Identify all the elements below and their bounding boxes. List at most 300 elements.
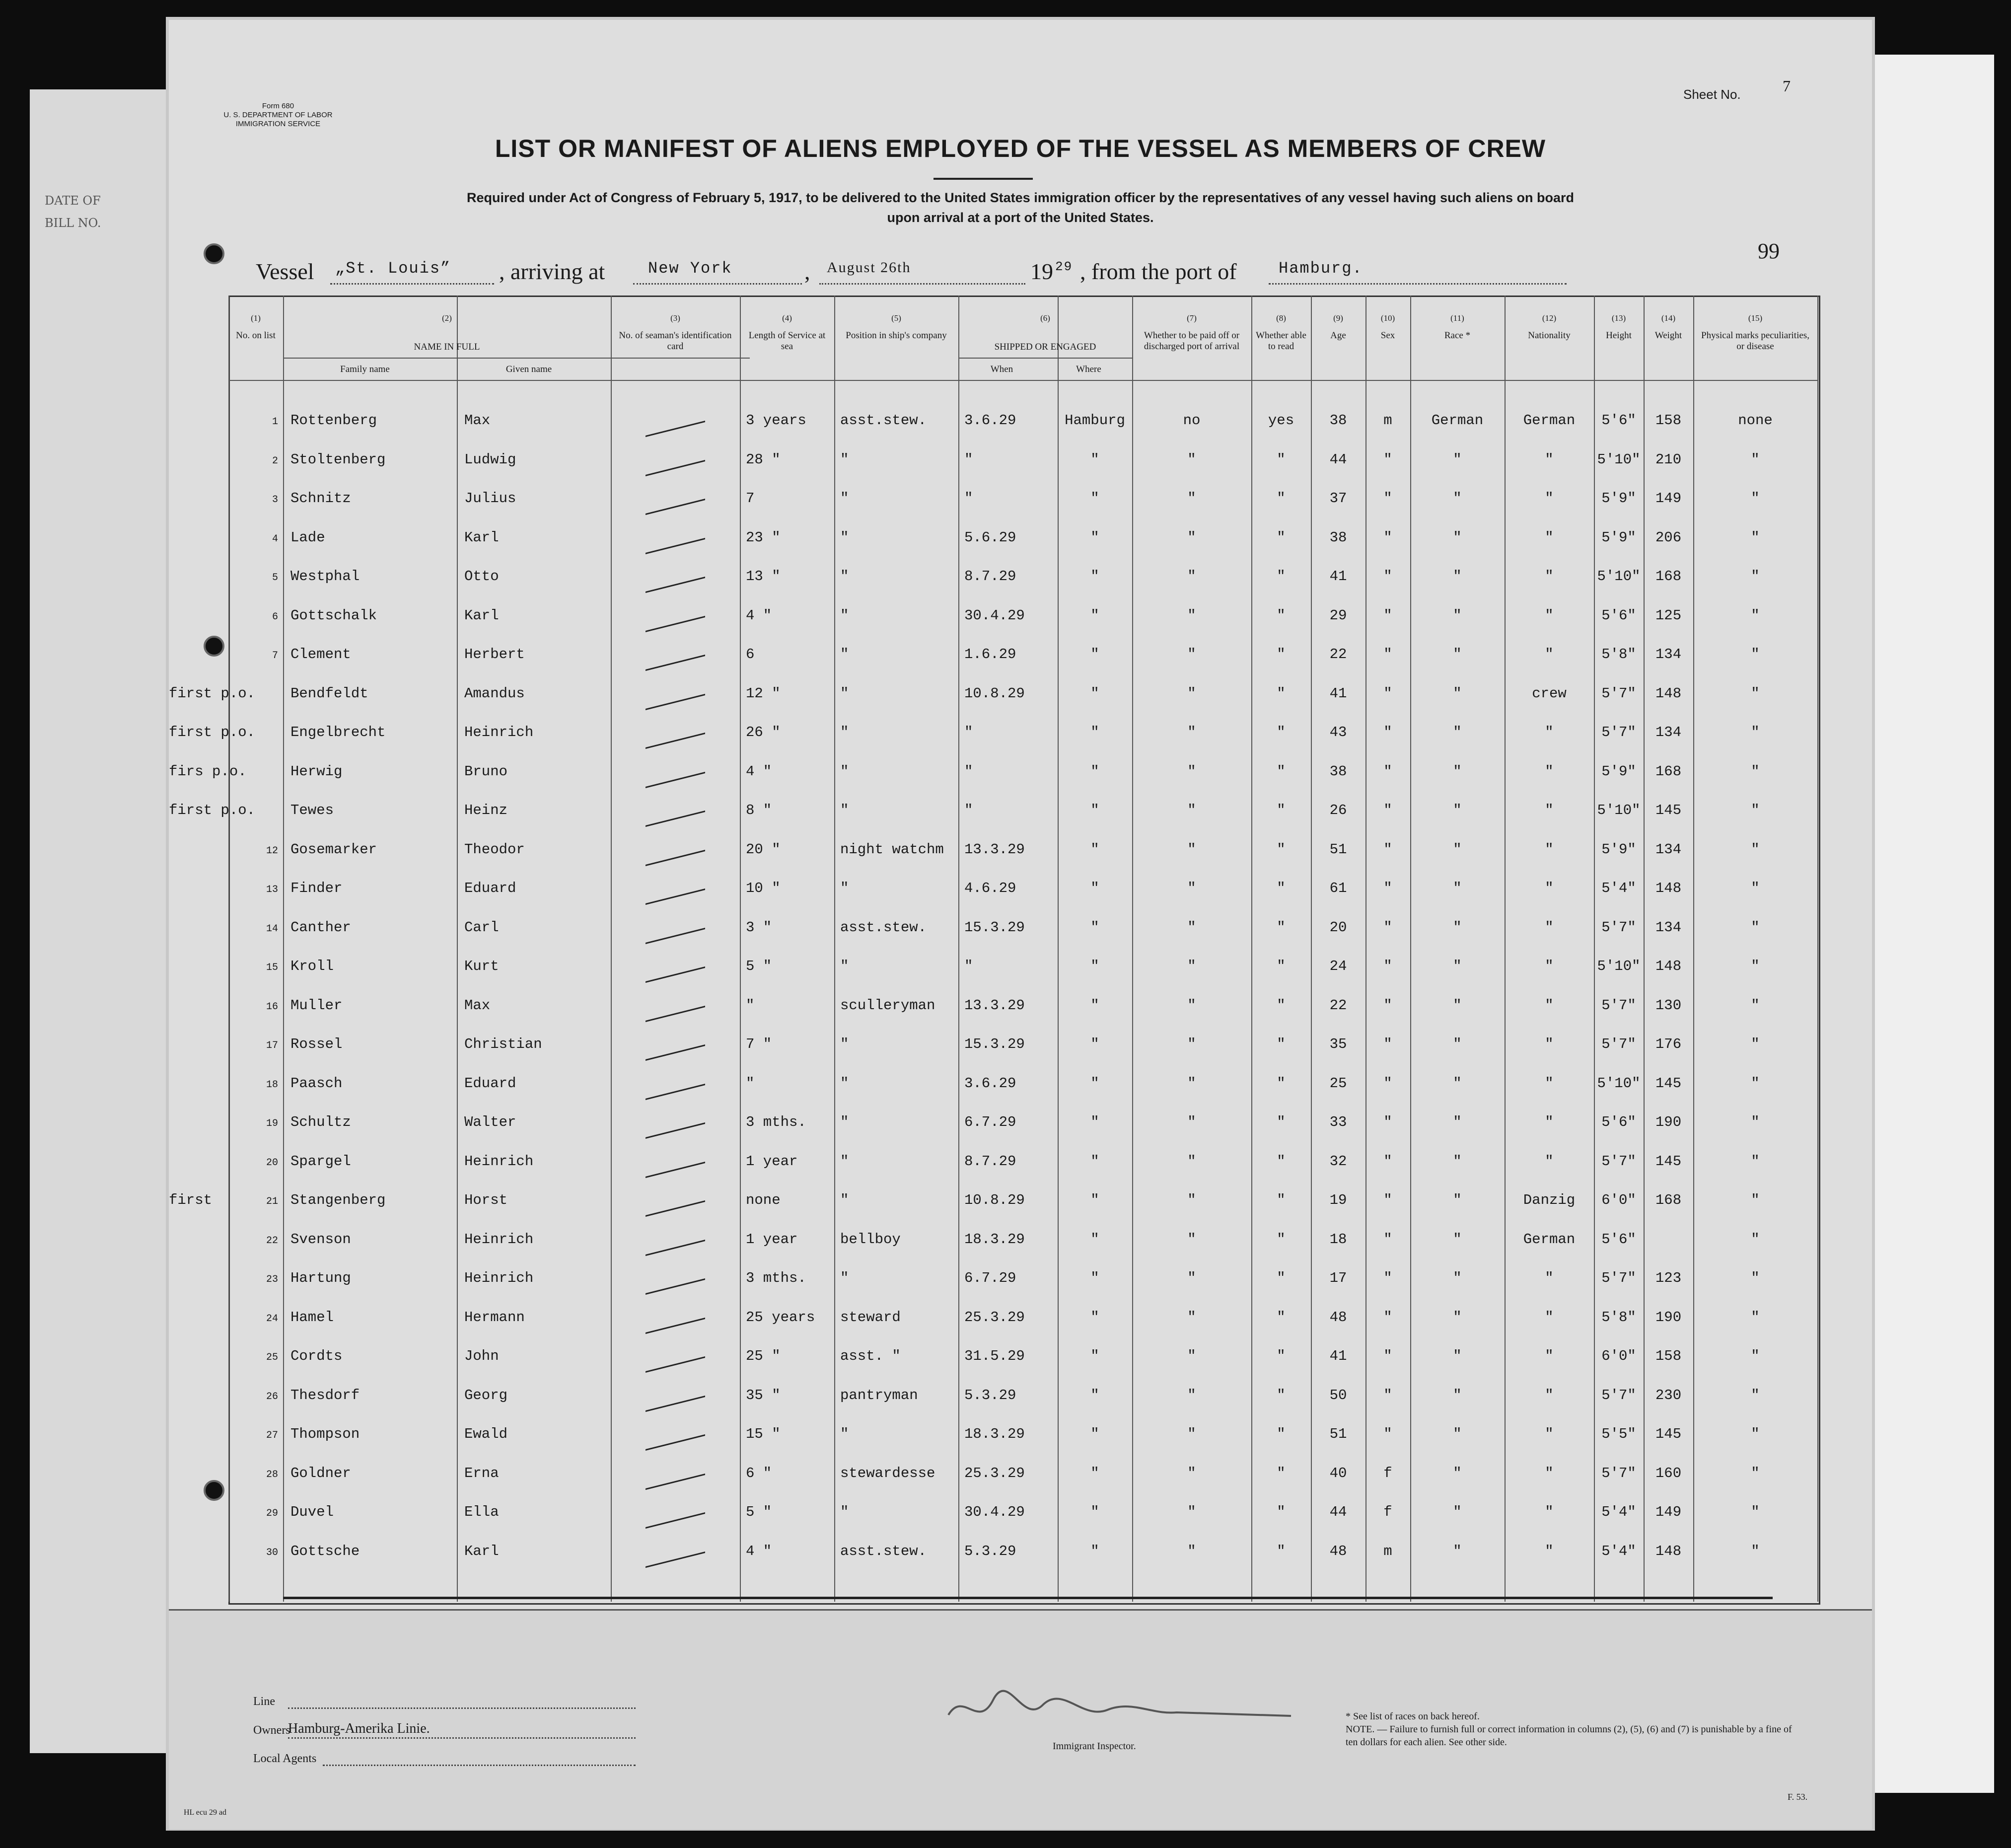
footnote — [1346, 1710, 1802, 1749]
name-subheader-rule — [283, 358, 750, 359]
cell-marks: " — [1751, 607, 1760, 624]
cell-age: 41 — [1329, 568, 1347, 585]
cell-family: Rossel — [290, 1036, 343, 1052]
table-row — [169, 412, 1872, 442]
cell-read: " — [1277, 1192, 1286, 1208]
cell-weight: 145 — [1655, 802, 1682, 818]
cell-service: 25 years — [746, 1309, 815, 1326]
cell-weight: 158 — [1655, 1348, 1682, 1364]
column-number: (7) — [1187, 313, 1197, 323]
cell-paid: " — [1187, 919, 1196, 936]
cell-sex: f — [1383, 1504, 1392, 1520]
cell-when: 6.7.29 — [964, 1270, 1016, 1286]
cell-given: Theodor — [464, 841, 525, 858]
cell-service: 20 " — [746, 841, 781, 858]
cell-nat: " — [1545, 1153, 1554, 1170]
cell-age: 41 — [1329, 685, 1347, 702]
cell-where: " — [1090, 1231, 1099, 1248]
cell-sex: " — [1383, 1309, 1392, 1326]
cell-when: 10.8.29 — [964, 1192, 1025, 1208]
cell-when: 30.4.29 — [964, 1504, 1025, 1520]
cell-height: 5'7" — [1601, 1465, 1636, 1481]
cell-read: " — [1277, 1153, 1286, 1170]
table-row — [169, 685, 1872, 715]
cell-race: " — [1453, 1231, 1462, 1248]
cell-paid: " — [1187, 685, 1196, 702]
cell-height: 5'9" — [1601, 490, 1636, 507]
from-port-label: , from the port of — [1080, 259, 1237, 284]
cell-height: 5'7" — [1601, 1153, 1636, 1170]
cell-where: " — [1090, 1543, 1099, 1559]
cell-nat: German — [1523, 1231, 1576, 1248]
cell-race: " — [1453, 880, 1462, 896]
cell-service: 10 " — [746, 880, 781, 896]
cell-weight: 148 — [1655, 958, 1682, 974]
cell-paid: " — [1187, 607, 1196, 624]
cell-race: " — [1453, 1153, 1462, 1170]
cell-race: " — [1453, 568, 1462, 585]
cell-nat: " — [1545, 1114, 1554, 1130]
cell-given: Heinrich — [464, 1231, 534, 1248]
cell-height: 5'7" — [1601, 997, 1636, 1014]
cell-given: Herbert — [464, 646, 525, 663]
vessel-line: Vessel „St. Louis” , arriving at New York , August 26th 19 29 , from the port of Hamburg. — [256, 258, 1745, 288]
cell-race: " — [1453, 451, 1462, 468]
table-row — [169, 880, 1872, 910]
column-subheader: Where — [1076, 364, 1101, 374]
cell-where: " — [1090, 1387, 1099, 1404]
cell-weight: 148 — [1655, 1543, 1682, 1559]
cell-position: " — [840, 1426, 849, 1442]
cell-given: Otto — [464, 568, 499, 585]
cell-read: " — [1277, 490, 1286, 507]
table-row — [169, 1426, 1872, 1456]
cell-service: 12 " — [746, 685, 781, 702]
cell-family: Paasch — [290, 1075, 343, 1092]
cell-when: 8.7.29 — [964, 1153, 1016, 1170]
cell-nat: " — [1545, 646, 1554, 663]
table-row — [169, 1387, 1872, 1417]
cell-weight: 134 — [1655, 724, 1682, 740]
cell-when: 3.6.29 — [964, 412, 1016, 429]
column-header: No. of seaman's identification card — [619, 330, 732, 352]
cell-family: Hamel — [290, 1309, 334, 1326]
cell-where: " — [1090, 919, 1099, 936]
cell-service: 5 " — [746, 1504, 772, 1520]
cell-race: " — [1453, 802, 1462, 818]
cell-family: Engelbrecht — [290, 724, 386, 740]
cell-when: 31.5.29 — [964, 1348, 1025, 1364]
cell-paid: " — [1187, 1426, 1196, 1442]
cell-height: 5'7" — [1601, 1270, 1636, 1286]
cell-family: Schnitz — [290, 490, 351, 507]
cell-read: " — [1277, 880, 1286, 896]
cell-where: " — [1090, 646, 1099, 663]
binder-backing-page — [1862, 55, 1994, 1793]
cell-given: Karl — [464, 607, 499, 624]
cell-no: 2 — [272, 455, 278, 467]
cell-weight: 149 — [1655, 1504, 1682, 1520]
cell-family: Gottschalk — [290, 607, 377, 624]
cell-race: " — [1453, 1075, 1462, 1092]
cell-weight: 168 — [1655, 568, 1682, 585]
cell-no: 21 — [266, 1196, 278, 1207]
cell-paid: " — [1187, 1075, 1196, 1092]
vessel-name: „St. Louis” — [335, 259, 451, 278]
cell-family: Muller — [290, 997, 343, 1014]
cell-sex: " — [1383, 451, 1392, 468]
cell-read: " — [1277, 568, 1286, 585]
cell-nat: " — [1545, 997, 1554, 1014]
cell-margin: first p.o. — [169, 724, 256, 740]
cell-marks: " — [1751, 1348, 1760, 1364]
table-row — [169, 997, 1872, 1027]
cell-position: stewardesse — [840, 1465, 935, 1481]
cell-sex: " — [1383, 1153, 1392, 1170]
cell-no: 20 — [266, 1157, 278, 1169]
cell-where: " — [1090, 1075, 1099, 1092]
owners-label: Owners — [253, 1724, 290, 1737]
cell-read: " — [1277, 997, 1286, 1014]
cell-marks: " — [1751, 1153, 1760, 1170]
cell-sex: " — [1383, 880, 1392, 896]
cell-service: 6 " — [746, 1465, 772, 1481]
table-row — [169, 1309, 1872, 1339]
cell-sex: " — [1383, 529, 1392, 546]
cell-nat: " — [1545, 1036, 1554, 1052]
cell-weight: 149 — [1655, 490, 1682, 507]
cell-read: " — [1277, 1231, 1286, 1248]
column-number: (3) — [670, 313, 680, 323]
cell-when: 5.3.29 — [964, 1543, 1016, 1559]
cell-position: pantryman — [840, 1387, 918, 1404]
column-header: Whether to be paid off or discharged port of arrival — [1144, 330, 1240, 352]
cell-no: 6 — [272, 611, 278, 623]
departure-port: Hamburg. — [1279, 259, 1363, 278]
cell-when: 13.3.29 — [964, 841, 1025, 858]
cell-service: 3 " — [746, 919, 772, 936]
cell-weight: 130 — [1655, 997, 1682, 1014]
cell-no: 1 — [272, 416, 278, 428]
cell-paid: no — [1183, 412, 1201, 429]
table-row — [169, 1075, 1872, 1105]
column-number: (14) — [1661, 313, 1676, 323]
cell-where: " — [1090, 1465, 1099, 1481]
cell-service: 13 " — [746, 568, 781, 585]
cell-sex: " — [1383, 997, 1392, 1014]
cell-weight: 230 — [1655, 1387, 1682, 1404]
cell-no: 7 — [272, 650, 278, 662]
cell-read: " — [1277, 919, 1286, 936]
cell-position: asst. " — [840, 1348, 901, 1364]
cell-marks: " — [1751, 451, 1760, 468]
cell-height: 5'9" — [1601, 841, 1636, 858]
cell-height: 5'6" — [1601, 607, 1636, 624]
column-header: Age — [1330, 330, 1346, 341]
cell-age: 25 — [1329, 1075, 1347, 1092]
cell-height: 5'10" — [1597, 1075, 1641, 1092]
table-row — [169, 1036, 1872, 1066]
cell-where: " — [1090, 997, 1099, 1014]
cell-when: 18.3.29 — [964, 1231, 1025, 1248]
cell-nat: " — [1545, 841, 1554, 858]
cell-given: Heinrich — [464, 1153, 534, 1170]
cell-age: 38 — [1329, 412, 1347, 429]
cell-service: 3 mths. — [746, 1270, 806, 1286]
title-underline — [934, 178, 1033, 180]
column-number: (6) — [1040, 313, 1050, 323]
cell-race: " — [1453, 1192, 1462, 1208]
cell-age: 51 — [1329, 841, 1347, 858]
column-header: Whether able to read — [1256, 330, 1306, 352]
cell-when: " — [964, 724, 973, 740]
cell-height: 5'7" — [1601, 685, 1636, 702]
table-row — [169, 1270, 1872, 1300]
table-row — [169, 568, 1872, 598]
cell-age: 38 — [1329, 529, 1347, 546]
cell-position: sculleryman — [840, 997, 935, 1014]
cell-given: Heinrich — [464, 724, 534, 740]
cell-paid: " — [1187, 1504, 1196, 1520]
cell-position: " — [840, 490, 849, 507]
cell-age: 50 — [1329, 1387, 1347, 1404]
column-header: Race * — [1444, 330, 1471, 341]
cell-marks: " — [1751, 841, 1760, 858]
cell-where: " — [1090, 1270, 1099, 1286]
cell-marks: " — [1751, 1231, 1760, 1248]
column-header: NAME IN FULL — [414, 342, 480, 352]
cell-service: 8 " — [746, 802, 772, 818]
cell-family: Kroll — [290, 958, 334, 974]
cell-sex: " — [1383, 802, 1392, 818]
cell-height: 5'4" — [1601, 1543, 1636, 1559]
cell-given: Max — [464, 997, 491, 1014]
cell-family: Canther — [290, 919, 351, 936]
cell-given: Eduard — [464, 1075, 516, 1092]
cell-race: " — [1453, 1309, 1462, 1326]
cell-weight: 190 — [1655, 1309, 1682, 1326]
cell-marks: " — [1751, 802, 1760, 818]
cell-nat: " — [1545, 1387, 1554, 1404]
cell-marks: " — [1751, 1543, 1760, 1559]
cell-sex: f — [1383, 1465, 1392, 1481]
cell-family: Thompson — [290, 1426, 360, 1442]
cell-given: Heinrich — [464, 1270, 534, 1286]
cell-paid: " — [1187, 568, 1196, 585]
cell-paid: " — [1187, 1309, 1196, 1326]
cell-read: " — [1277, 724, 1286, 740]
cell-position: " — [840, 1114, 849, 1130]
cell-given: Christian — [464, 1036, 542, 1052]
cell-marks: " — [1751, 1075, 1760, 1092]
sheet-number: 7 — [1783, 77, 1791, 95]
cell-family: Rottenberg — [290, 412, 377, 429]
cell-paid: " — [1187, 1348, 1196, 1364]
cell-family: Goldner — [290, 1465, 351, 1481]
cell-height: 5'10" — [1597, 958, 1641, 974]
cell-nat: " — [1545, 1348, 1554, 1364]
cell-family: Gosemarker — [290, 841, 377, 858]
cell-when: 5.3.29 — [964, 1387, 1016, 1404]
cell-nat: " — [1545, 1075, 1554, 1092]
cell-sex: m — [1383, 412, 1392, 429]
cell-when: 1.6.29 — [964, 646, 1016, 663]
previous-page-edge — [30, 89, 181, 1753]
cell-height: 5'6" — [1601, 1231, 1636, 1248]
cell-service: 7 — [746, 490, 755, 507]
cell-weight: 190 — [1655, 1114, 1682, 1130]
cell-height: 5'4" — [1601, 880, 1636, 896]
cell-weight: 125 — [1655, 607, 1682, 624]
cell-paid: " — [1187, 997, 1196, 1014]
cell-given: Kurt — [464, 958, 499, 974]
cell-family: Gottsche — [290, 1543, 360, 1559]
cell-nat: crew — [1532, 685, 1567, 702]
cell-margin: firs p.o. — [169, 763, 247, 780]
cell-given: Walter — [464, 1114, 516, 1130]
column-header: Height — [1606, 330, 1632, 341]
cell-race: " — [1453, 1504, 1462, 1520]
cell-weight: 168 — [1655, 1192, 1682, 1208]
manifest-sheet — [169, 20, 1872, 1828]
inspector-label: Immigrant Inspector. — [1053, 1741, 1136, 1752]
table-row — [169, 646, 1872, 676]
cell-read: " — [1277, 1426, 1286, 1442]
cell-where: " — [1090, 958, 1099, 974]
cell-no: 5 — [272, 572, 278, 584]
cell-race: " — [1453, 763, 1462, 780]
cell-no: 14 — [266, 923, 278, 935]
cell-no: 27 — [266, 1430, 278, 1441]
cell-service: 7 " — [746, 1036, 772, 1052]
cell-when: " — [964, 802, 973, 818]
column-number: (2) — [442, 313, 452, 323]
column-subheader: Given name — [505, 364, 552, 374]
cell-marks: " — [1751, 880, 1760, 896]
cell-family: Schultz — [290, 1114, 351, 1130]
cell-read: " — [1277, 1504, 1286, 1520]
year-prefix: 19 — [1030, 259, 1053, 284]
cell-marks: " — [1751, 1309, 1760, 1326]
cell-family: Spargel — [290, 1153, 351, 1170]
cell-given: Julius — [464, 490, 516, 507]
cell-nat: German — [1523, 412, 1576, 429]
table-row — [169, 841, 1872, 871]
cell-nat: " — [1545, 607, 1554, 624]
cell-height: 5'7" — [1601, 1387, 1636, 1404]
cell-given: Carl — [464, 919, 499, 936]
line-label: Line — [253, 1695, 275, 1708]
cell-family: Bendfeldt — [290, 685, 368, 702]
cell-paid: " — [1187, 1270, 1196, 1286]
cell-race: " — [1453, 919, 1462, 936]
cell-nat: " — [1545, 880, 1554, 896]
cell-marks: " — [1751, 1114, 1760, 1130]
table-row — [169, 1192, 1872, 1222]
cell-family: Svenson — [290, 1231, 351, 1248]
cell-paid: " — [1187, 1231, 1196, 1248]
cell-weight: 176 — [1655, 1036, 1682, 1052]
cell-sex: " — [1383, 1036, 1392, 1052]
form-info — [189, 102, 367, 129]
cell-where: " — [1090, 1153, 1099, 1170]
cell-marks: " — [1751, 529, 1760, 546]
cell-race: " — [1453, 490, 1462, 507]
cell-sex: " — [1383, 1231, 1392, 1248]
cell-paid: " — [1187, 1114, 1196, 1130]
cell-when: 25.3.29 — [964, 1309, 1025, 1326]
vessel-label: Vessel — [256, 259, 314, 284]
arriving-label: , arriving at — [499, 259, 605, 284]
cell-no: 23 — [266, 1274, 278, 1285]
cell-marks: " — [1751, 919, 1760, 936]
cell-weight: 123 — [1655, 1270, 1682, 1286]
column-number: (1) — [251, 313, 261, 323]
cell-paid: " — [1187, 1465, 1196, 1481]
table-row — [169, 1504, 1872, 1534]
cell-race: " — [1453, 646, 1462, 663]
cell-no: 25 — [266, 1352, 278, 1363]
cell-nat: " — [1545, 1309, 1554, 1326]
cell-paid: " — [1187, 490, 1196, 507]
arrival-port: New York — [648, 259, 732, 278]
table-row — [169, 1543, 1872, 1573]
cell-nat: " — [1545, 1504, 1554, 1520]
sheet-number-label: Sheet No. — [1683, 87, 1741, 102]
cell-race: " — [1453, 1426, 1462, 1442]
cell-age: 33 — [1329, 1114, 1347, 1130]
cell-paid: " — [1187, 1153, 1196, 1170]
table-row — [169, 1348, 1872, 1378]
cell-service: " — [746, 997, 755, 1014]
form-ref: F. 53. — [1788, 1792, 1808, 1802]
cell-weight: 148 — [1655, 685, 1682, 702]
cell-race: " — [1453, 1348, 1462, 1364]
agents-label: Local Agents — [253, 1752, 317, 1765]
service-name: IMMIGRATION SERVICE — [235, 120, 321, 128]
cell-marks: " — [1751, 1036, 1760, 1052]
cell-family: Cordts — [290, 1348, 343, 1364]
cell-age: 44 — [1329, 451, 1347, 468]
cell-given: John — [464, 1348, 499, 1364]
cell-position: " — [840, 1504, 849, 1520]
cell-no: 22 — [266, 1235, 278, 1247]
cell-service: 1 year — [746, 1153, 798, 1170]
cell-age: 40 — [1329, 1465, 1347, 1481]
cell-paid: " — [1187, 958, 1196, 974]
cell-where: " — [1090, 1036, 1099, 1052]
cell-age: 26 — [1329, 802, 1347, 818]
cell-race: " — [1453, 685, 1462, 702]
cell-marks: " — [1751, 1387, 1760, 1404]
cell-when: 10.8.29 — [964, 685, 1025, 702]
cell-race: " — [1453, 841, 1462, 858]
cell-where: " — [1090, 880, 1099, 896]
cell-read: " — [1277, 1348, 1286, 1364]
cell-sex: " — [1383, 1192, 1392, 1208]
cell-height: 5'8" — [1601, 646, 1636, 663]
cell-nat: " — [1545, 568, 1554, 585]
cell-age: 22 — [1329, 646, 1347, 663]
cell-nat: " — [1545, 490, 1554, 507]
cell-marks: " — [1751, 685, 1760, 702]
cell-marks: " — [1751, 1426, 1760, 1442]
cell-position: night watchm — [840, 841, 944, 858]
cell-where: " — [1090, 802, 1099, 818]
cell-height: 5'7" — [1601, 1036, 1636, 1052]
cell-service: 3 years — [746, 412, 806, 429]
cell-position: " — [840, 1192, 849, 1208]
